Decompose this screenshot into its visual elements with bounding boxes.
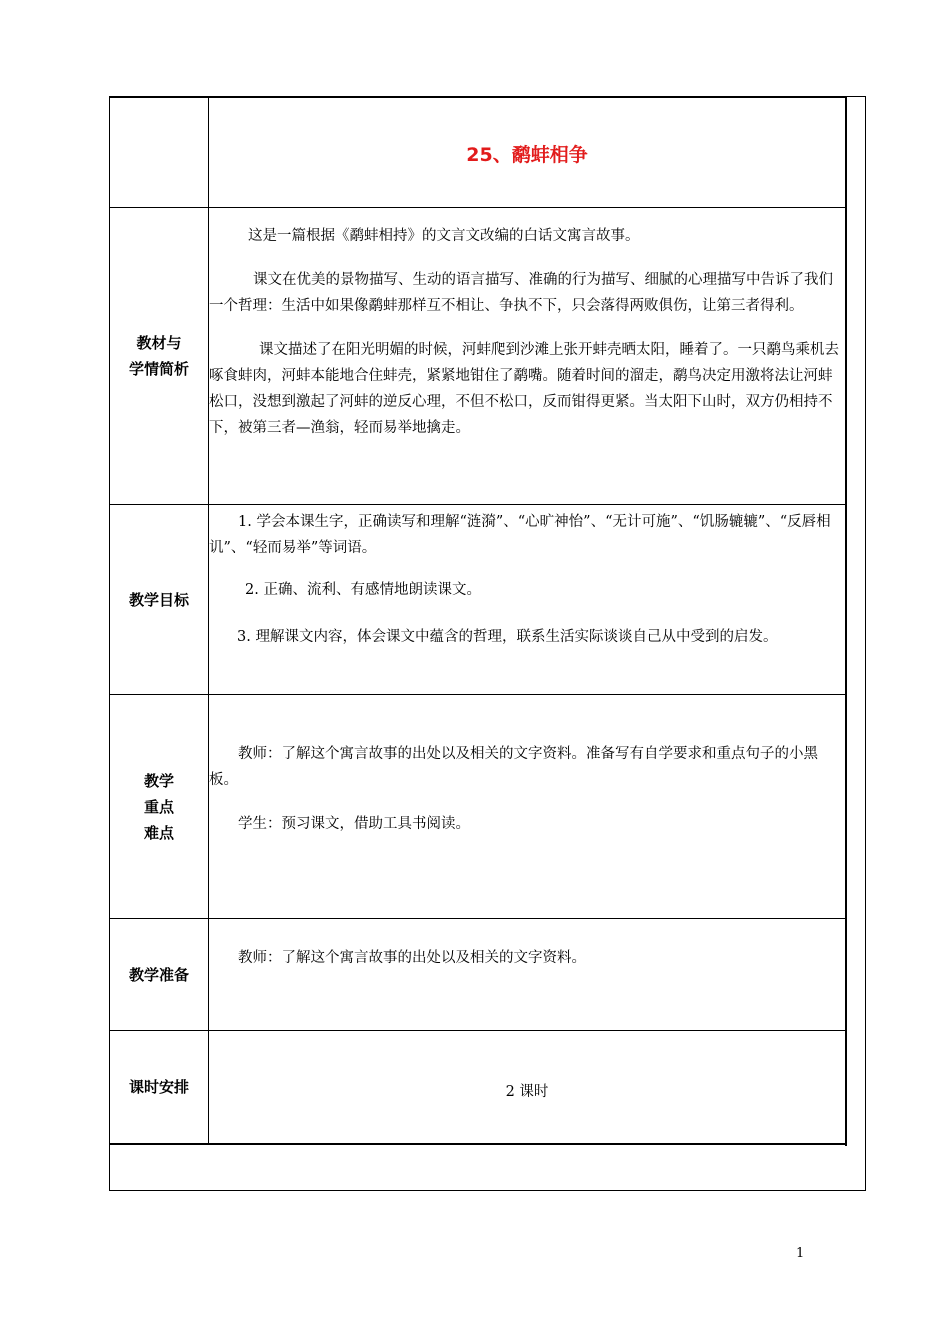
row-divider — [109, 1030, 847, 1031]
row-divider — [109, 1143, 847, 1145]
analysis-content — [209, 223, 845, 441]
row-divider — [109, 504, 847, 505]
page-number: 1 — [796, 1246, 805, 1261]
preparation-label: 教学准备 — [128, 965, 189, 984]
schedule-content — [209, 1079, 845, 1105]
preparation-text: 教师：了解这个寓言故事的出处以及相关的文字资料。 — [238, 950, 586, 966]
schedule-label: 课时安排 — [128, 1078, 189, 1096]
goals-label: 教学目标 — [128, 590, 189, 609]
goal-item: 3. 理解课文内容，体会课文中蕴含的哲理，联系生活实际谈谈自己从中受到的启发。 — [237, 629, 778, 645]
analysis-paragraph: 这是一篇根据《鹬蚌相持》的文言文改编的白话文寓言故事。 — [248, 228, 640, 244]
row-divider — [109, 96, 847, 98]
keypoints-paragraph: 教师：了解这个寓言故事的出处以及相关的文字资料。准备写有自学要求和重点句子的小黑板。 — [209, 746, 818, 788]
preparation-content — [209, 945, 845, 971]
lesson-title: 25、鹬蚌相争 — [466, 144, 588, 166]
row-divider — [109, 918, 847, 919]
table-right-border — [845, 96, 847, 1146]
analysis-paragraph: 课文描述了在阳光明媚的时候，河蚌爬到沙滩上张开蚌壳晒太阳，睡着了。一只鹬鸟乘机去啄食蚌肉，河蚌本能地合住蚌壳，紧紧地钳住了鹬嘴。随着时间的溜走，鹬鸟决定用激将法让河蚌松口，没想到激起了河蚌的逆反心理，不但不松口，反而钳得更紧。当太阳下山时，双方仍相持不下，被第三者—渔翁，轻而易举地擒走。 — [209, 342, 839, 436]
analysis-label: 教材与 学情简析 — [128, 334, 189, 378]
keypoints-content — [209, 741, 845, 837]
keypoints-label: 教学 重点 难点 — [143, 771, 174, 842]
row-divider — [109, 207, 847, 208]
schedule-text: 2 课时 — [505, 1084, 549, 1100]
row-divider — [109, 694, 847, 695]
keypoints-paragraph: 学生：预习课文，借助工具书阅读。 — [238, 816, 470, 832]
goal-item: 1. 学会本课生字，正确读写和理解“涟漪”、“心旷神怡”、“无计可施”、“饥肠辘辘”、“反唇相讥”、“轻而易举”等词语。 — [209, 514, 831, 556]
goals-content — [209, 509, 845, 650]
goal-item: 2. 正确、流利、有感情地朗读课文。 — [245, 582, 481, 598]
analysis-paragraph: 课文在优美的景物描写、生动的语言描写、准确的行为描写、细腻的心理描写中告诉了我们一个哲理：生活中如果像鹬蚌那样互不相让、争执不下，只会落得两败俱伤，让第三者得利。 — [209, 272, 833, 314]
